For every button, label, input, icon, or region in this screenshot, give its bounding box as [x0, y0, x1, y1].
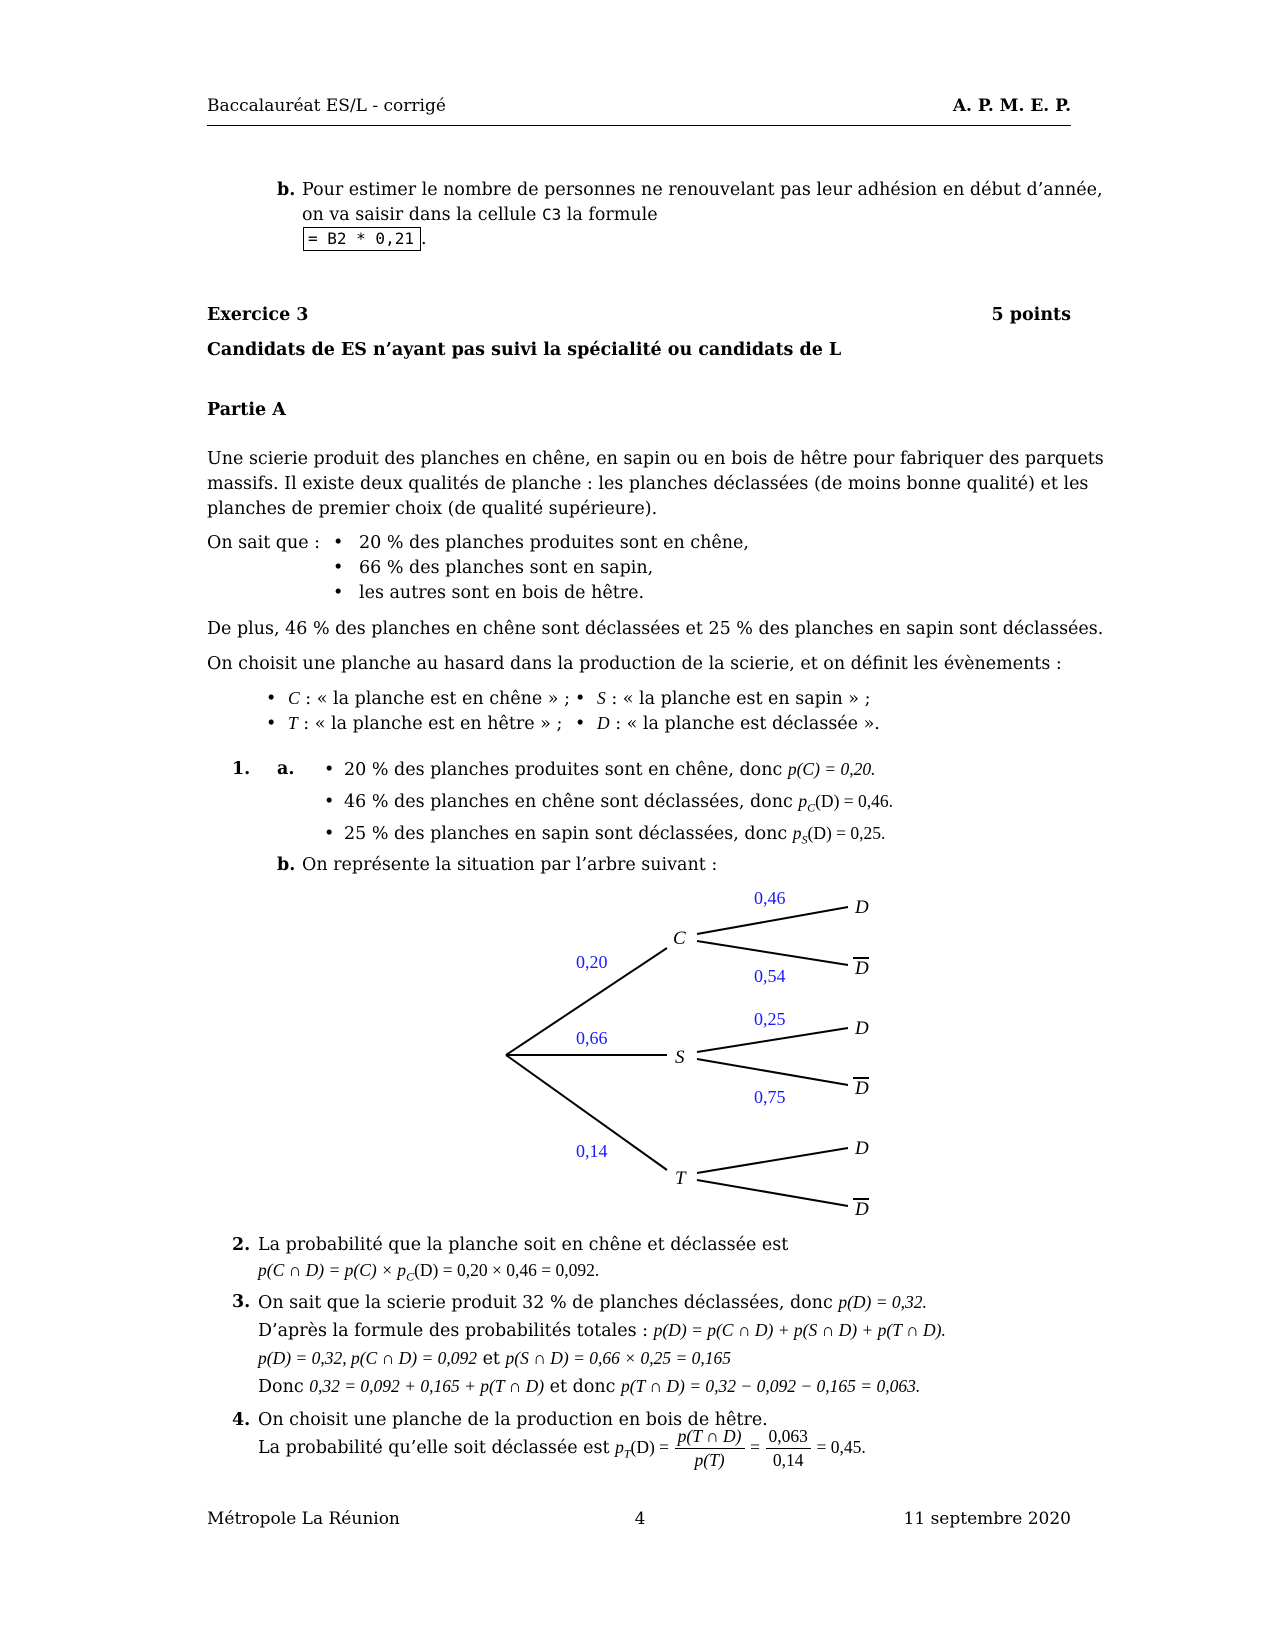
part-b-line1: Pour estimer le nombre de personnes ne renouvelant pas leur adhésion en début d’année, [302, 180, 1103, 200]
q1-b-text: On représente la situation par l’arbre suivant : [302, 855, 718, 875]
cell-ref: C3 [541, 205, 562, 224]
prob-c: 0,20 [576, 952, 608, 972]
node-t-d: D [855, 1138, 869, 1159]
event-t: • T : « la planche est en hêtre » ; [266, 713, 563, 734]
fact-text: 20 % des planches produites sont en chêne, [359, 533, 749, 553]
q2-formula-b: (D) = 0,20 × 0,46 = 0,092. [414, 1260, 600, 1280]
formula-end: . [420, 229, 427, 249]
node-s: S [675, 1047, 685, 1068]
q1-a3: • 25 % des planches en sapin sont déclassées, donc $p_S(D) = 0,25$. [324, 823, 886, 847]
q4-line2-text: La probabilité qu’elle soit déclassée est [258, 1438, 616, 1458]
q3-line3 [258, 1348, 731, 1369]
q3-line2-text: D’après la formule des probabilités totales : [258, 1321, 654, 1341]
node-c: C [673, 928, 686, 949]
fact-text: 66 % des planches sont en sapin, [359, 558, 654, 578]
formula-box: = B2 * 0,21 [303, 227, 421, 251]
fact-text: les autres sont en bois de hêtre. [359, 583, 645, 603]
part-b-marker: b. [277, 180, 296, 200]
prob-s: 0,66 [576, 1028, 608, 1048]
q2-number: 2. [232, 1235, 251, 1255]
fact-item: • les autres sont en bois de hêtre. [333, 583, 645, 603]
q3-line3-b: p(S ∩ D) = 0,66 × 0,25 = 0,165 [505, 1348, 732, 1368]
fraction-1 [675, 1426, 745, 1471]
branch-s-d [697, 1028, 848, 1052]
q3-line2 [258, 1320, 946, 1341]
q2-formula-a: p(C ∩ D) = p(C) × p [258, 1260, 407, 1280]
q3-line2-math: p(D) = p(C ∩ D) + p(S ∩ D) + p(T ∩ D). [653, 1320, 946, 1340]
q3-line4-a: 0,32 = 0,092 + 0,165 + p(T ∩ D) [309, 1376, 545, 1396]
q1-a3-text: 25 % des planches en sapin sont déclassées, donc [344, 824, 793, 844]
q1-a1: • 20 % des planches produites sont en chêne, donc p(C) = 0,20. [324, 759, 876, 780]
q4-result: = 0,45. [816, 1437, 866, 1457]
q1-a2-sub: C [807, 800, 816, 815]
event-t-text: : « la planche est en hêtre » ; [297, 714, 563, 734]
partie-a-title: Partie A [207, 400, 286, 420]
prob-c-dbar: 0,54 [754, 966, 786, 986]
q1-a3-p: p [792, 823, 802, 843]
q1-number: 1. [232, 759, 251, 779]
page-number: 4 [634, 1509, 646, 1529]
part-b-line2-pre: on va saisir dans la cellule [302, 205, 542, 225]
q3-line4-b: p(T ∩ D) = 0,32 − 0,092 − 0,165 = 0,063. [621, 1376, 921, 1396]
exercise-subtitle: Candidats de ES n’ayant pas suivi la spécialité ou candidats de L [207, 340, 842, 360]
footer-left: Métropole La Réunion [207, 1509, 400, 1529]
q3-line4-et: et donc [544, 1377, 621, 1397]
q1-a1-text: 20 % des planches produites sont en chêne, donc [344, 760, 788, 780]
exercise-title: Exercice 3 [207, 305, 309, 325]
q4-equals: = [750, 1437, 760, 1457]
header-left: Baccalauréat ES/L - corrigé [207, 96, 446, 116]
q1-a3-rest: (D) = 0,25. [807, 823, 886, 843]
event-s-var: S [597, 688, 606, 708]
q3-line1-text: On sait que la scierie produit 32 % de planches déclassées, donc [258, 1293, 839, 1313]
node-s-d: D [855, 1018, 869, 1039]
q4-rest: (D) = [630, 1437, 670, 1457]
q3-line4 [258, 1376, 920, 1397]
node-s-dbar: D [855, 1078, 869, 1099]
q2-formula [258, 1260, 599, 1285]
event-d-text: : « la planche est déclassée ». [609, 714, 880, 734]
prob-s-dbar: 0,75 [754, 1087, 786, 1107]
branch-c-d [697, 907, 848, 934]
part-b-line2-post: la formule [561, 205, 658, 225]
prob-t: 0,14 [576, 1141, 608, 1161]
q1-a-marker: a. [277, 759, 295, 779]
intro-line-1: Une scierie produit des planches en chêne, en sapin ou en bois de hêtre pour fabriquer des parquets [207, 449, 1104, 469]
prob-s-d: 0,25 [754, 1009, 786, 1029]
q4-line2 [258, 1426, 866, 1471]
exercise-points: 5 points [991, 305, 1071, 325]
q4-number: 4. [232, 1410, 251, 1430]
event-s: • S : « la planche est en sapin » ; [575, 688, 871, 709]
choix: On choisit une planche au hasard dans la production de la scierie, et on définit les évènements : [207, 654, 1062, 674]
fraction-2 [766, 1426, 811, 1471]
q2-line1: La probabilité que la planche soit en chêne et déclassée est [258, 1235, 789, 1255]
q3-line1 [258, 1292, 927, 1313]
event-d: • D : « la planche est déclassée ». [575, 713, 880, 734]
branch-t-dbar [697, 1180, 848, 1206]
event-d-var: D [597, 713, 610, 733]
on-sait-que: On sait que : [207, 533, 321, 553]
fact-item: • 66 % des planches sont en sapin, [333, 558, 654, 578]
event-t-var: T [288, 713, 298, 733]
branch-s-dbar [697, 1059, 848, 1085]
q3-number: 3. [232, 1292, 251, 1312]
q2-formula-sub: C [406, 1269, 415, 1284]
q4-line1: On choisit une planche de la production en bois de hêtre. [258, 1410, 768, 1430]
q1-b-marker: b. [277, 855, 296, 875]
prob-c-d: 0,46 [754, 888, 786, 908]
q3-line3-et: et [477, 1349, 506, 1369]
q1-a2-rest: (D) = 0,46. [815, 791, 894, 811]
event-c-text: : « la planche est en chêne » ; [299, 689, 570, 709]
node-c-d: D [855, 897, 869, 918]
fraction-2-denominator: 0,14 [772, 1450, 804, 1470]
node-t-dbar: D [855, 1199, 869, 1220]
q3-line4-donc: Donc [258, 1377, 310, 1397]
footer-right: 11 septembre 2020 [903, 1509, 1071, 1529]
q4-p: p [615, 1437, 624, 1457]
q1-a2-p: p [798, 791, 808, 811]
q4-sub: T [623, 1446, 631, 1461]
branch-t-d [697, 1148, 848, 1173]
fact-item: • 20 % des planches produites sont en chêne, [333, 533, 749, 553]
event-c-var: C [288, 688, 300, 708]
q3-line1-math: p(D) = 0,32. [838, 1292, 927, 1312]
q3-line3-a: p(D) = 0,32, p(C ∩ D) = 0,092 [258, 1348, 478, 1368]
event-c: • C : « la planche est en chêne » ; [266, 688, 570, 709]
q1-a2: • 46 % des planches en chêne sont déclassées, donc $p_C(D) = 0,46$. [324, 791, 894, 815]
q1-a3-sub: S [801, 832, 808, 847]
fraction-1-numerator: p(T ∩ D) [675, 1426, 745, 1449]
de-plus: De plus, 46 % des planches en chêne sont déclassées et 25 % des planches en sapin sont déclassées. [207, 619, 1104, 639]
q1-a2-text: 46 % des planches en chêne sont déclassées, donc [344, 792, 799, 812]
branch-c-dbar [697, 941, 848, 965]
node-t: T [675, 1168, 686, 1189]
intro-line-3: planches de premier choix (de qualité supérieure). [207, 499, 658, 519]
fraction-1-denominator: p(T) [694, 1450, 725, 1470]
node-c-dbar: D [855, 958, 869, 979]
header-right: A. P. M. E. P. [952, 96, 1071, 116]
q1-a1-math: p(C) = 0,20. [787, 759, 876, 779]
intro-line-2: massifs. Il existe deux qualités de planche : les planches déclassées (de moins bonne qualité) et les [207, 474, 1089, 494]
event-s-text: : « la planche est en sapin » ; [605, 689, 871, 709]
fraction-2-numerator: 0,063 [766, 1426, 811, 1449]
